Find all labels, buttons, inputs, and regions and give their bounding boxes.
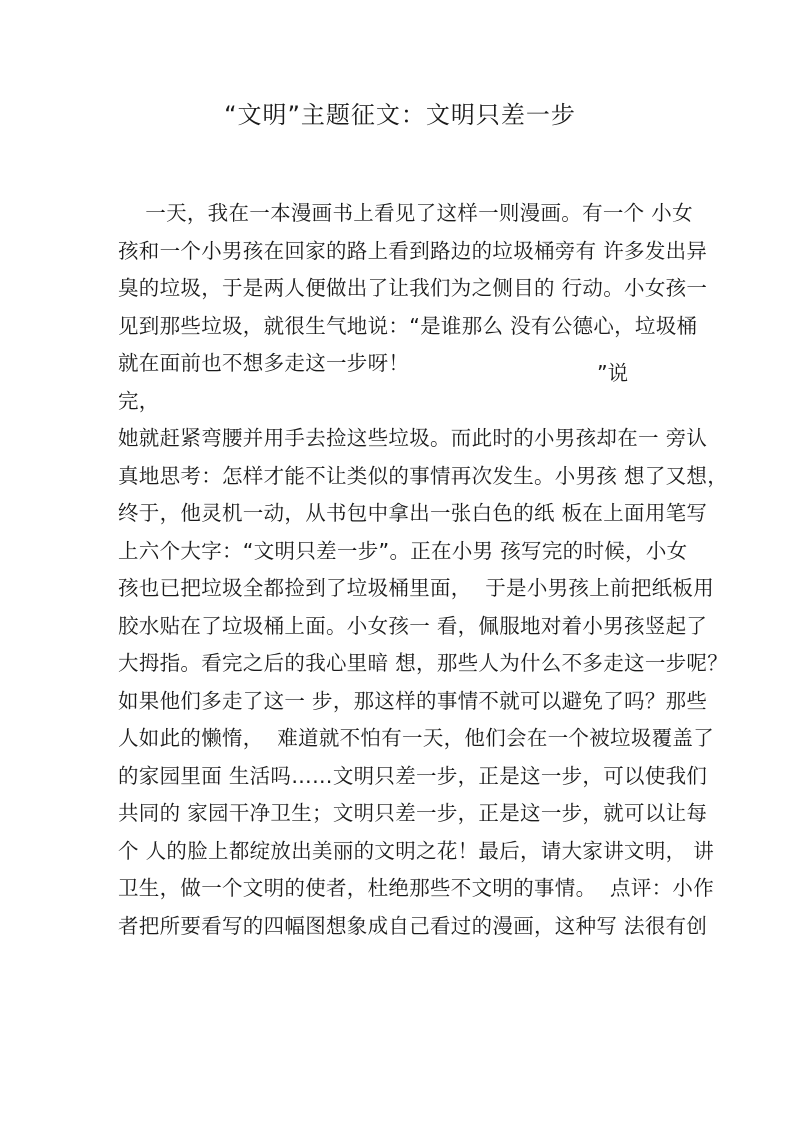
text-line: 人如此的懒惰， 难道就不怕有一天，他们会在一个被垃圾覆盖了 xyxy=(118,726,715,750)
text-line: 她就赶紧弯腰并用手去捡这些垃圾。而此时的小男孩却在一 旁认 xyxy=(118,426,708,450)
text-line: 就在面前也不想多走这一步呀！ xyxy=(118,351,410,375)
text-line: 的家园里面 生活吗……文明只差一步，正是这一步，可以使我们 xyxy=(118,763,708,788)
text-line: 孩和一个小男孩在回家的路上看到路边的垃圾桶旁有 许多发出异 xyxy=(118,238,708,263)
text-line: 上六个大字：“文明只差一步”。正在小男 孩写完的时候，小女 xyxy=(118,538,688,563)
essay-body xyxy=(118,195,729,945)
page-title: “文明”主题征文：文明只差一步 xyxy=(224,101,576,129)
text-line: 者把所要看写的四幅图想象成自己看过的漫画，这种写 法很有创 xyxy=(118,913,708,938)
text-line: 胶水贴在了垃圾桶上面。小女孩一 看，佩服地对着小男孩竖起了 xyxy=(118,613,708,638)
text-line: 大拇指。看完之后的我心里暗 想，那些人为什么不多走这一步呢？ xyxy=(118,651,729,675)
text-line: 见到那些垃圾，就很生气地说：“是谁那么 没有公德心，垃圾桶 xyxy=(118,313,698,338)
text-line: 终于，他灵机一动，从书包中拿出一张白色的纸 板在上面用笔写 xyxy=(118,501,708,525)
text-line: 完， xyxy=(118,388,160,413)
text-line: 孩也已把垃圾全都捡到了垃圾桶里面， 于是小男孩上前把纸板用 xyxy=(118,576,715,600)
text-line: 一天，我在一本漫画书上看见了这样一则漫画。有一个 小女 xyxy=(118,201,693,225)
text-line: 如果他们多走了这一 步，那这样的事情不就可以避免了吗？那些 xyxy=(118,688,708,713)
text-line: 真地思考：怎样才能不让类似的事情再次发生。小男孩 想了又想， xyxy=(118,463,729,488)
text-line: 卫生，做一个文明的使者，杜绝那些不文明的事情。 点评：小作 xyxy=(118,876,715,900)
text-line: 臭的垃圾，于是两人便做出了让我们为之侧目的 行动。小女孩一 xyxy=(118,276,708,300)
text-line: 个 人的脸上都绽放出美丽的文明之花！最后，请大家讲文明， 讲 xyxy=(118,838,715,863)
text-line: 共同的 家园干净卫生；文明只差一步，正是这一步，就可以让每 xyxy=(118,801,708,825)
floating-quote-text: ”说 xyxy=(597,361,629,385)
